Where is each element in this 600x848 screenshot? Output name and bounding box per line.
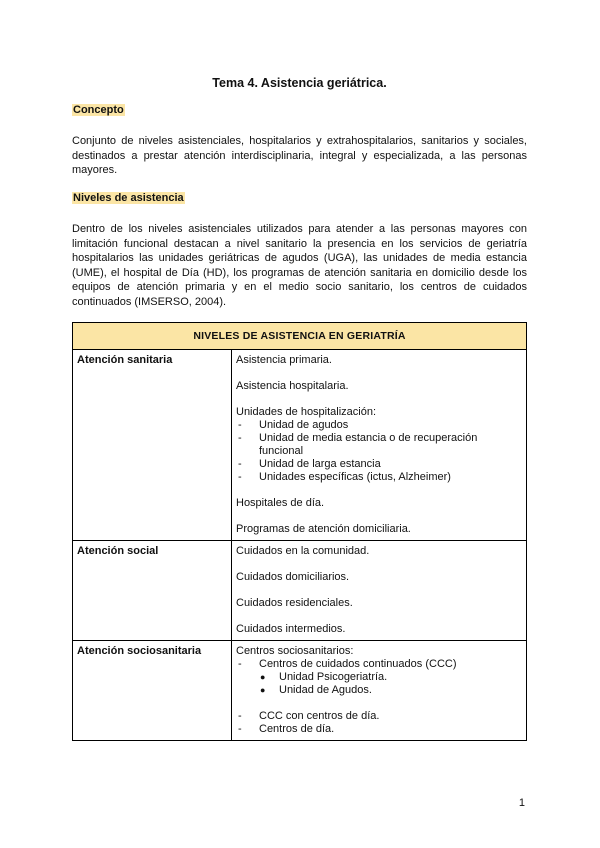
list-item: ● Unidad de Agudos. [260, 684, 372, 696]
list-item: - Unidad de media estancia o de recuperación funcional [238, 432, 478, 457]
item-domiciliaria: Programas de atención domiciliaria. [236, 523, 411, 535]
list-item: - CCC con centros de día. [238, 710, 380, 722]
unidades-title: Unidades de hospitalización: [236, 406, 377, 418]
list-item: - Centros de cuidados continuados (CCC) [238, 658, 457, 670]
table-row [73, 541, 527, 641]
niveles-paragraph: Dentro de los niveles asistenciales utilizados para atender a las personas mayores con limitación funcional destacan a nivel sanitario la presencia en los servicios de geriatría hospitalarios las unidades geriátricas de agudos (UGA), las unidades de media estancia (UME), el hospital de Día (HD), los programas de atención sanitaria en domicilio desde los equipos de atención primaria y en el medio socio sanitario, los centros de cuidados continuados (IMSERSO, 2004). [72, 223, 527, 308]
sanitaria-content [232, 350, 527, 541]
list-item: ● Unidad Psicogeriatría. [260, 671, 388, 683]
niveles-heading: Niveles de asistencia [73, 192, 184, 204]
list-item: - Centros de día. [238, 723, 335, 735]
list-item: - Unidades específicas (ictus, Alzheimer) [238, 471, 451, 483]
niveles-table [72, 322, 527, 741]
sociosanitaria-content [232, 641, 527, 741]
category-sociosanitaria: Atención sociosanitaria [73, 641, 232, 741]
list-item: Cuidados en la comunidad. [236, 545, 370, 557]
centros-title: Centros sociosanitarios: [236, 645, 354, 657]
concepto-paragraph: Conjunto de niveles asistenciales, hospitalarios y extrahospitalarios, sanitarios y sociales, destinados a prestar atención interdisciplinaria, integral y especializada, a las personas mayores. [72, 135, 527, 177]
item-hospitalaria: Asistencia hospitalaria. [236, 380, 349, 392]
list-item: - Unidad de larga estancia [238, 458, 381, 470]
table-row [73, 641, 527, 741]
list-item: Cuidados intermedios. [236, 623, 346, 635]
social-content [232, 541, 527, 641]
list-item: - Unidad de agudos [238, 419, 349, 431]
table-header: NIVELES DE ASISTENCIA EN GERIATRÍA [73, 323, 527, 350]
page-title: Tema 4. Asistencia geriátrica. [212, 76, 387, 90]
category-social: Atención social [73, 541, 232, 641]
category-sanitaria: Atención sanitaria [73, 350, 232, 541]
table-row [73, 350, 527, 541]
concepto-heading: Concepto [73, 104, 124, 116]
item-hospitales-dia: Hospitales de día. [236, 497, 325, 509]
list-item: Cuidados domiciliarios. [236, 571, 350, 583]
item-primaria: Asistencia primaria. [236, 354, 332, 366]
page-number: 1 [518, 797, 525, 809]
list-item: Cuidados residenciales. [236, 597, 353, 609]
